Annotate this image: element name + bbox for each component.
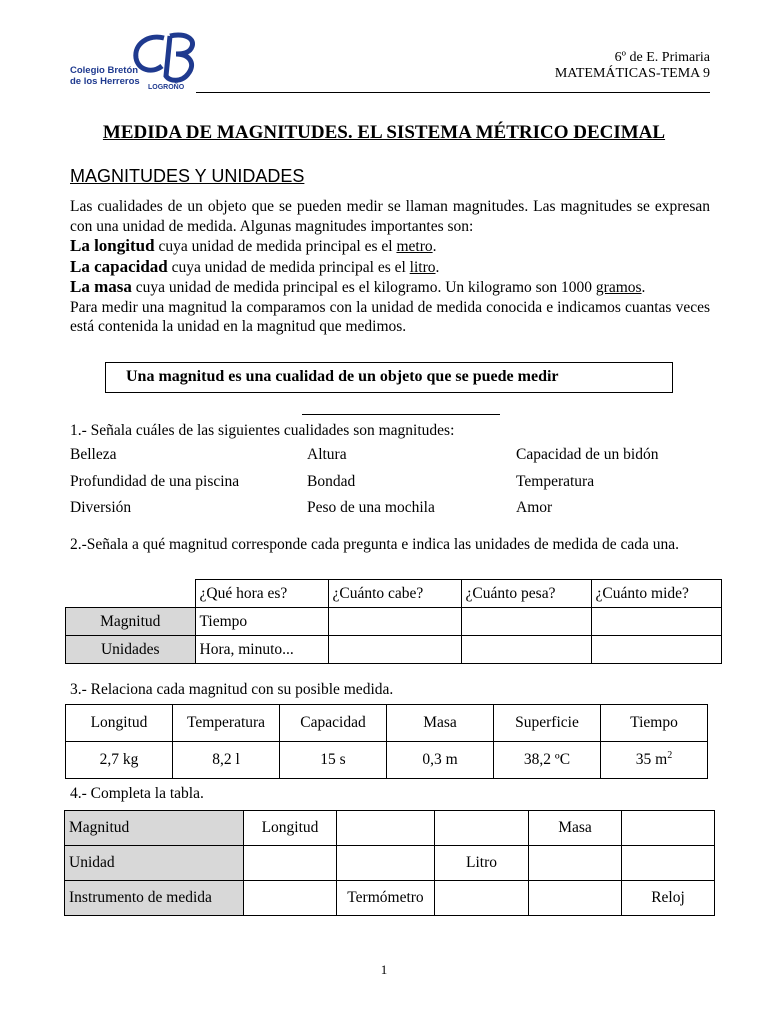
magnitude-cell[interactable]: Longitud	[66, 705, 173, 742]
exercise3-table	[65, 704, 708, 779]
exercise2-table	[65, 579, 722, 664]
logo-line1: Colegio Bretón	[70, 65, 139, 76]
header-info	[555, 50, 710, 82]
magnitude-cell[interactable]: Capacidad	[280, 705, 387, 742]
table-row	[65, 846, 715, 881]
measure-cell[interactable]: 2,7 kg	[66, 742, 173, 779]
row-label: Unidad	[65, 846, 244, 881]
cell[interactable]	[435, 881, 529, 916]
exercise4-prompt: 4.- Completa la tabla.	[70, 785, 204, 802]
measure-cell[interactable]: 0,3 m	[387, 742, 494, 779]
table-header-row	[66, 580, 722, 608]
empty-corner	[66, 580, 196, 608]
table-row	[66, 705, 708, 742]
option: Peso de una mochila	[307, 499, 435, 516]
row-label: Magnitud	[65, 811, 244, 846]
row-label: Unidades	[66, 636, 196, 664]
option: Diversión	[70, 499, 132, 516]
cell[interactable]	[529, 846, 622, 881]
options-row	[70, 446, 710, 473]
table-row	[66, 636, 722, 664]
option: Altura	[307, 446, 347, 463]
cell[interactable]	[337, 846, 435, 881]
exponent: 2	[667, 750, 673, 762]
magnitude-masa: La masa cuya unidad de medida principal es el kilogramo. Un kilogramo son 1000 gramos.	[70, 277, 646, 296]
row-label: Magnitud	[66, 608, 196, 636]
exercise4-table	[64, 810, 715, 916]
option: Temperatura	[516, 472, 595, 490]
header-divider	[196, 92, 710, 93]
definition-box: Una magnitud es una cualidad de un objeto que se puede medir	[105, 362, 673, 393]
cell[interactable]: Longitud	[244, 811, 337, 846]
exercise2-prompt: 2.-Señala a qué magnitud corresponde cada pregunta e indica las unidades de medida de cada una.	[70, 536, 679, 553]
option: Bondad	[307, 472, 356, 490]
exercise3-prompt: 3.- Relaciona cada magnitud con su posible medida.	[70, 681, 394, 698]
measure-text: Para medir una magnitud la comparamos con la unidad de medida conocida e indicamos cuantas veces está contenida la unidad en la magnitud que medimos.	[70, 298, 710, 335]
question-header: ¿Cuánto mide?	[591, 580, 721, 608]
exercise1-options	[70, 446, 710, 526]
table-row	[65, 881, 715, 916]
cell[interactable]: Reloj	[622, 881, 715, 916]
answer-cell[interactable]	[461, 608, 591, 636]
question-header: ¿Cuánto pesa?	[461, 580, 591, 608]
cell[interactable]	[435, 811, 529, 846]
answer-cell[interactable]	[461, 636, 591, 664]
logo-text	[70, 65, 140, 87]
logo-line2: de los Herreros	[70, 76, 140, 87]
cell[interactable]: Termómetro	[337, 881, 435, 916]
answer-cell[interactable]	[591, 608, 721, 636]
answer-cell[interactable]	[328, 608, 461, 636]
table-row	[66, 742, 708, 779]
magnitude-cell[interactable]: Temperatura	[173, 705, 280, 742]
option: Profundidad de una piscina	[70, 472, 240, 490]
cell[interactable]	[244, 846, 337, 881]
magnitude-capacidad: La capacidad cuya unidad de medida principal es el litro.	[70, 256, 440, 276]
options-row	[70, 499, 710, 526]
answer-cell[interactable]: Tiempo	[195, 608, 328, 636]
options-row	[70, 473, 710, 500]
answer-cell[interactable]	[591, 636, 721, 664]
intro-paragraph	[70, 197, 710, 337]
magnitude-cell[interactable]: Tiempo	[601, 705, 708, 742]
option: Capacidad de un bidón	[516, 446, 659, 463]
magnitude-cell[interactable]: Superficie	[494, 705, 601, 742]
measure-cell[interactable]: 38,2 ºC	[494, 742, 601, 779]
subject: MATEMÁTICAS-TEMA 9	[554, 66, 710, 81]
option: Belleza	[70, 446, 117, 463]
intro-text: Las cualidades de un objeto que se pueden medir se llaman magnitudes. Las magnitudes se expresan con una unidad de medida. Algunas magnitudes importantes son:	[70, 198, 710, 235]
answer-cell[interactable]: Hora, minuto...	[195, 636, 328, 664]
question-header: ¿Cuánto cabe?	[328, 580, 461, 608]
answer-cell[interactable]	[328, 636, 461, 664]
magnitude-longitud: La longitud cuya unidad de medida principal es el metro.	[70, 236, 437, 255]
cell[interactable]	[337, 811, 435, 846]
measure-cell[interactable]: 8,2 l	[173, 742, 280, 779]
page-title: MEDIDA DE MAGNITUDES. EL SISTEMA MÉTRICO DECIMAL	[102, 122, 666, 143]
magnitude-cell[interactable]: Masa	[387, 705, 494, 742]
table-row	[65, 811, 715, 846]
cell[interactable]	[244, 881, 337, 916]
cell[interactable]: Litro	[435, 846, 529, 881]
cell[interactable]: Masa	[529, 811, 622, 846]
option: Amor	[516, 499, 553, 516]
cell[interactable]	[529, 881, 622, 916]
cell[interactable]	[622, 811, 715, 846]
cell[interactable]	[622, 846, 715, 881]
question-header: ¿Qué hora es?	[195, 580, 328, 608]
table-row	[66, 608, 722, 636]
grade: 6º de E. Primaria	[614, 50, 710, 65]
measure-cell[interactable]: 35 $m^2$	[601, 742, 708, 779]
school-logo-icon	[130, 32, 200, 90]
logo-city: LOGROÑO	[148, 84, 185, 91]
exercise1-prompt: 1.- Señala cuáles de las siguientes cualidades son magnitudes:	[70, 422, 455, 439]
page-number: 1	[380, 962, 388, 977]
section-title: MAGNITUDES Y UNIDADES	[70, 166, 305, 186]
measure-cell[interactable]: 15 s	[280, 742, 387, 779]
row-label: Instrumento de medida	[65, 881, 244, 916]
divider	[302, 414, 500, 415]
